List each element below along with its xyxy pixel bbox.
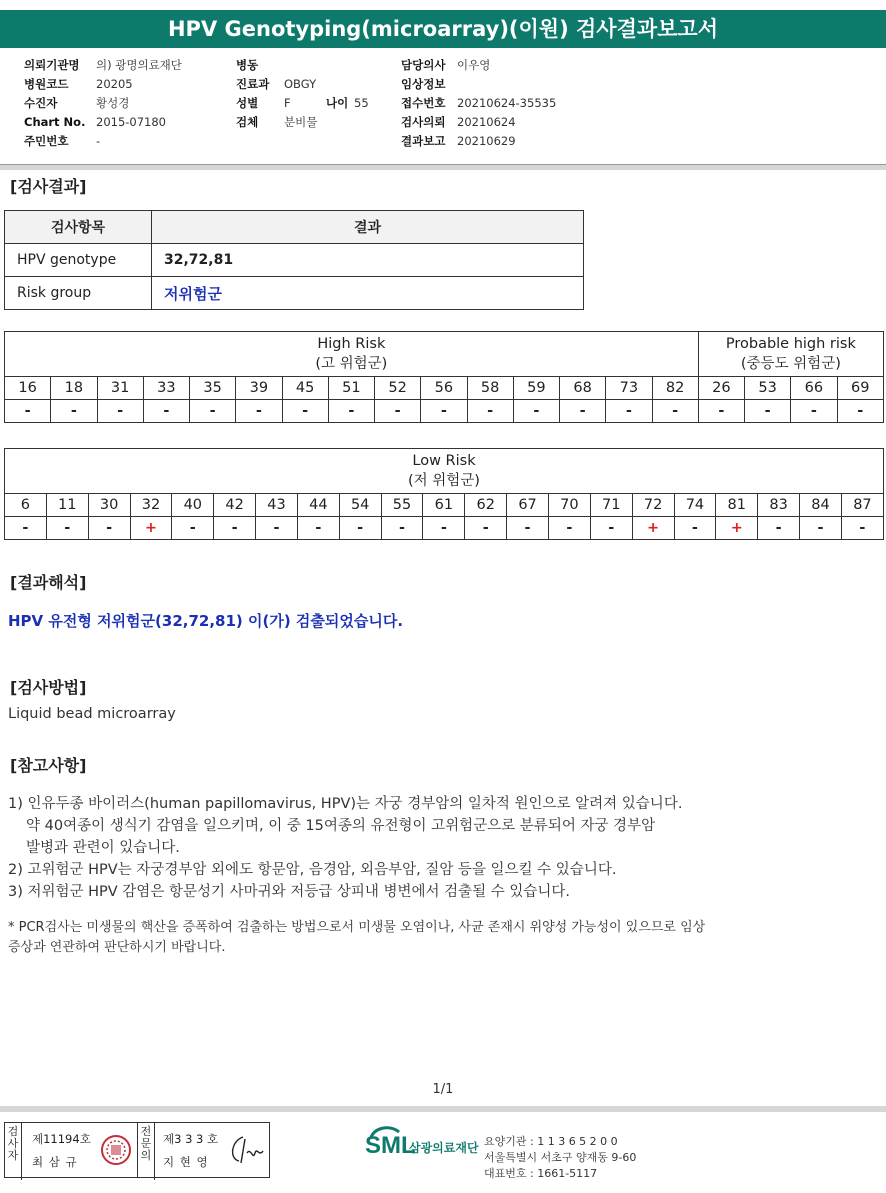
value-hospital-code: 20205 xyxy=(96,77,133,91)
label-specimen: 검체 xyxy=(236,115,259,129)
genotype-type: 73 xyxy=(606,377,652,400)
genotype-type: 56 xyxy=(421,377,467,400)
result-negative: - xyxy=(423,517,465,540)
genotype-type: 16 xyxy=(5,377,51,400)
header-col3 xyxy=(401,56,556,151)
result-negative: - xyxy=(190,400,236,423)
genotype-type: 11 xyxy=(46,494,88,517)
col-header-item: 검사항목 xyxy=(5,211,152,244)
result-negative: - xyxy=(214,517,256,540)
result-negative: - xyxy=(143,400,189,423)
interpretation-text: HPV 유전형 저위험군(32,72,81) 이(가) 검출되었습니다. xyxy=(8,612,404,630)
result-negative: - xyxy=(467,400,513,423)
header-col2 xyxy=(236,56,369,132)
value-specimen: 분비물 xyxy=(284,115,318,129)
value-chart-no: 2015-07180 xyxy=(96,115,166,129)
doctor-signature-icon xyxy=(225,1131,265,1167)
label-receipt-no: 접수번호 xyxy=(401,96,446,110)
genotype-type: 61 xyxy=(423,494,465,517)
label-age: 나이 xyxy=(326,96,349,110)
result-negative: - xyxy=(328,400,374,423)
footnote-line: * PCR검사는 미생물의 핵산을 증폭하여 검출하는 방법으로서 미생물 오염이나, 사균 존재시 위양성 가능성이 있으므로 임상 xyxy=(8,920,706,935)
result-negative: - xyxy=(5,517,47,540)
row-result-risk: 저위험군 xyxy=(152,277,584,310)
genotype-type: 39 xyxy=(236,377,282,400)
probable-risk-title: Probable high risk xyxy=(725,336,856,352)
result-negative: - xyxy=(172,517,214,540)
institution-phone: 대표번호 : 1661-5117 xyxy=(484,1167,598,1180)
label-patient: 수진자 xyxy=(24,96,58,110)
result-negative: - xyxy=(652,400,698,423)
doctor-name: 지 현 영 xyxy=(163,1155,209,1169)
genotype-type: 69 xyxy=(837,377,884,400)
result-negative: - xyxy=(548,517,590,540)
signature-box xyxy=(4,1122,270,1178)
result-negative: - xyxy=(465,517,507,540)
section-method-title: [검사방법] xyxy=(10,678,87,697)
note-line: 발병과 관련이 있습니다. xyxy=(26,840,180,856)
notes-list xyxy=(8,793,682,903)
low-risk-subtitle: (저 위험군) xyxy=(408,473,480,489)
table-row xyxy=(5,277,584,310)
value-institution: 의) 광명의료재단 xyxy=(96,58,182,72)
examiner-seal-icon xyxy=(100,1133,132,1167)
low-risk-header xyxy=(5,449,884,494)
page-number: 1/1 xyxy=(432,1082,454,1097)
result-negative: - xyxy=(837,400,884,423)
result-negative: - xyxy=(507,517,549,540)
result-negative: - xyxy=(97,400,143,423)
row-result-genotype: 32,72,81 xyxy=(152,244,584,277)
high-risk-types-row xyxy=(5,377,884,400)
header-col1 xyxy=(24,56,182,151)
examiner-label: 검사자 xyxy=(5,1123,22,1180)
result-negative: - xyxy=(339,517,381,540)
doctor-cell xyxy=(155,1123,269,1177)
probable-risk-subtitle: (중등도 위험군) xyxy=(740,356,841,372)
result-negative: - xyxy=(375,400,421,423)
genotype-type: 44 xyxy=(297,494,339,517)
genotype-type: 66 xyxy=(791,377,837,400)
genotype-type: 51 xyxy=(328,377,374,400)
result-negative: - xyxy=(5,400,51,423)
low-risk-title: Low Risk xyxy=(412,453,476,469)
result-positive: + xyxy=(130,517,172,540)
label-department: 진료과 xyxy=(236,77,270,91)
section-interpretation-title: [결과해석] xyxy=(10,573,87,592)
probable-risk-header xyxy=(698,332,883,377)
note-line: 약 40여종이 생식기 감염을 일으키며, 이 중 15여종의 유전형이 고위험군으로 분류되어 자궁 경부암 xyxy=(26,818,656,834)
high-risk-title: High Risk xyxy=(317,336,386,352)
result-negative: - xyxy=(791,400,837,423)
result-negative: - xyxy=(590,517,632,540)
section-notes-title: [참고사항] xyxy=(10,756,87,775)
low-risk-types-row xyxy=(5,494,884,517)
value-department: OBGY xyxy=(284,77,317,91)
table-row xyxy=(5,244,584,277)
pcr-footnote xyxy=(8,918,868,958)
genotype-type: 81 xyxy=(716,494,758,517)
institution-address: 서울특별시 서초구 양재동 9-60 xyxy=(484,1151,637,1164)
result-positive: + xyxy=(632,517,674,540)
col-header-result: 결과 xyxy=(152,211,584,244)
result-negative: - xyxy=(758,517,800,540)
genotype-type: 31 xyxy=(97,377,143,400)
result-negative: - xyxy=(560,400,606,423)
low-risk-table xyxy=(4,448,884,540)
note-line: 3) 저위험군 HPV 감염은 항문성기 사마귀와 저등급 상피내 병변에서 검출될 수 있습니다. xyxy=(8,884,570,900)
genotype-type: 74 xyxy=(674,494,716,517)
result-negative: - xyxy=(674,517,716,540)
result-positive: + xyxy=(716,517,758,540)
sml-logo-text: SML xyxy=(365,1132,416,1159)
value-resident-no: - xyxy=(96,134,101,148)
genotype-type: 71 xyxy=(590,494,632,517)
examiner-cell xyxy=(22,1123,138,1177)
label-institution: 의뢰기관명 xyxy=(24,58,80,72)
label-report-date: 결과보고 xyxy=(401,134,446,148)
result-negative: - xyxy=(51,400,97,423)
label-hospital-code: 병원코드 xyxy=(24,77,69,91)
genotype-type: 43 xyxy=(256,494,298,517)
genotype-type: 70 xyxy=(548,494,590,517)
genotype-type: 6 xyxy=(5,494,47,517)
genotype-type: 58 xyxy=(467,377,513,400)
value-sex: F xyxy=(284,96,291,110)
report-header xyxy=(0,54,886,165)
examiner-name: 최 삼 규 xyxy=(32,1155,78,1169)
label-chart-no: Chart No. xyxy=(24,115,86,129)
high-risk-subtitle: (고 위험군) xyxy=(315,356,388,372)
high-risk-results-row xyxy=(5,400,884,423)
value-request-date: 20210624 xyxy=(457,115,516,129)
genotype-type: 62 xyxy=(465,494,507,517)
institution-info xyxy=(484,1134,636,1182)
result-negative: - xyxy=(745,400,791,423)
examiner-license: 제11194호 xyxy=(32,1132,91,1146)
value-receipt-no: 20210624-35535 xyxy=(457,96,557,110)
low-risk-results-row xyxy=(5,517,884,540)
genotype-type: 35 xyxy=(190,377,236,400)
genotype-type: 40 xyxy=(172,494,214,517)
genotype-type: 18 xyxy=(51,377,97,400)
genotype-type: 68 xyxy=(560,377,606,400)
genotype-type: 26 xyxy=(698,377,744,400)
label-ward: 병동 xyxy=(236,58,259,72)
genotype-type: 54 xyxy=(339,494,381,517)
value-report-date: 20210629 xyxy=(457,134,516,148)
result-negative: - xyxy=(381,517,423,540)
result-negative: - xyxy=(800,517,842,540)
genotype-type: 53 xyxy=(745,377,791,400)
label-sex: 성별 xyxy=(236,96,259,110)
header-divider xyxy=(0,165,886,170)
sml-org-name: 삼광의료재단 xyxy=(409,1141,479,1155)
value-patient: 황성경 xyxy=(96,96,130,110)
footnote-line: 증상과 연관하여 판단하시기 바랍니다. xyxy=(8,940,226,955)
genotype-type: 32 xyxy=(130,494,172,517)
genotype-type: 42 xyxy=(214,494,256,517)
genotype-type: 52 xyxy=(375,377,421,400)
genotype-type: 55 xyxy=(381,494,423,517)
report-title: HPV Genotyping(microarray)(이원) 검사결과보고서 xyxy=(0,10,886,48)
genotype-type: 84 xyxy=(800,494,842,517)
result-negative: - xyxy=(236,400,282,423)
result-negative: - xyxy=(88,517,130,540)
note-line: 2) 고위험군 HPV는 자궁경부암 외에도 항문암, 음경암, 외음부암, 질암 등을 일으킬 수 있습니다. xyxy=(8,862,617,878)
value-doctor: 이우영 xyxy=(457,58,491,72)
note-line: 1) 인유두종 바이러스(human papillomavirus, HPV)는 자궁 경부암의 일차적 원인으로 알려져 있습니다. xyxy=(8,796,683,812)
genotype-type: 82 xyxy=(652,377,698,400)
label-request-date: 검사의뢰 xyxy=(401,115,446,129)
doctor-label: 전문의 xyxy=(138,1123,155,1180)
institution-code: 요양기관 : 1 1 3 6 5 2 0 0 xyxy=(484,1135,618,1148)
genotype-type: 87 xyxy=(841,494,883,517)
genotype-type: 59 xyxy=(513,377,559,400)
row-item-genotype: HPV genotype xyxy=(5,244,152,277)
high-risk-table xyxy=(4,331,884,423)
label-doctor: 담당의사 xyxy=(401,58,446,72)
genotype-type: 30 xyxy=(88,494,130,517)
genotype-type: 83 xyxy=(758,494,800,517)
result-negative: - xyxy=(606,400,652,423)
result-negative: - xyxy=(46,517,88,540)
label-resident-no: 주민번호 xyxy=(24,134,69,148)
value-age: 55 xyxy=(354,96,369,110)
result-negative: - xyxy=(282,400,328,423)
doctor-license: 제3 3 3 호 xyxy=(163,1132,219,1146)
result-negative: - xyxy=(698,400,744,423)
result-negative: - xyxy=(513,400,559,423)
result-negative: - xyxy=(421,400,467,423)
high-risk-header xyxy=(5,332,699,377)
label-clinical-info: 임상정보 xyxy=(401,77,446,91)
result-table xyxy=(4,210,584,310)
genotype-type: 33 xyxy=(143,377,189,400)
row-item-risk: Risk group xyxy=(5,277,152,310)
genotype-type: 67 xyxy=(507,494,549,517)
report-footer xyxy=(0,1106,886,1193)
method-text: Liquid bead microarray xyxy=(8,706,176,722)
result-negative: - xyxy=(256,517,298,540)
result-negative: - xyxy=(841,517,883,540)
genotype-type: 72 xyxy=(632,494,674,517)
result-negative: - xyxy=(297,517,339,540)
section-result-title: [검사결과] xyxy=(10,177,87,196)
genotype-type: 45 xyxy=(282,377,328,400)
